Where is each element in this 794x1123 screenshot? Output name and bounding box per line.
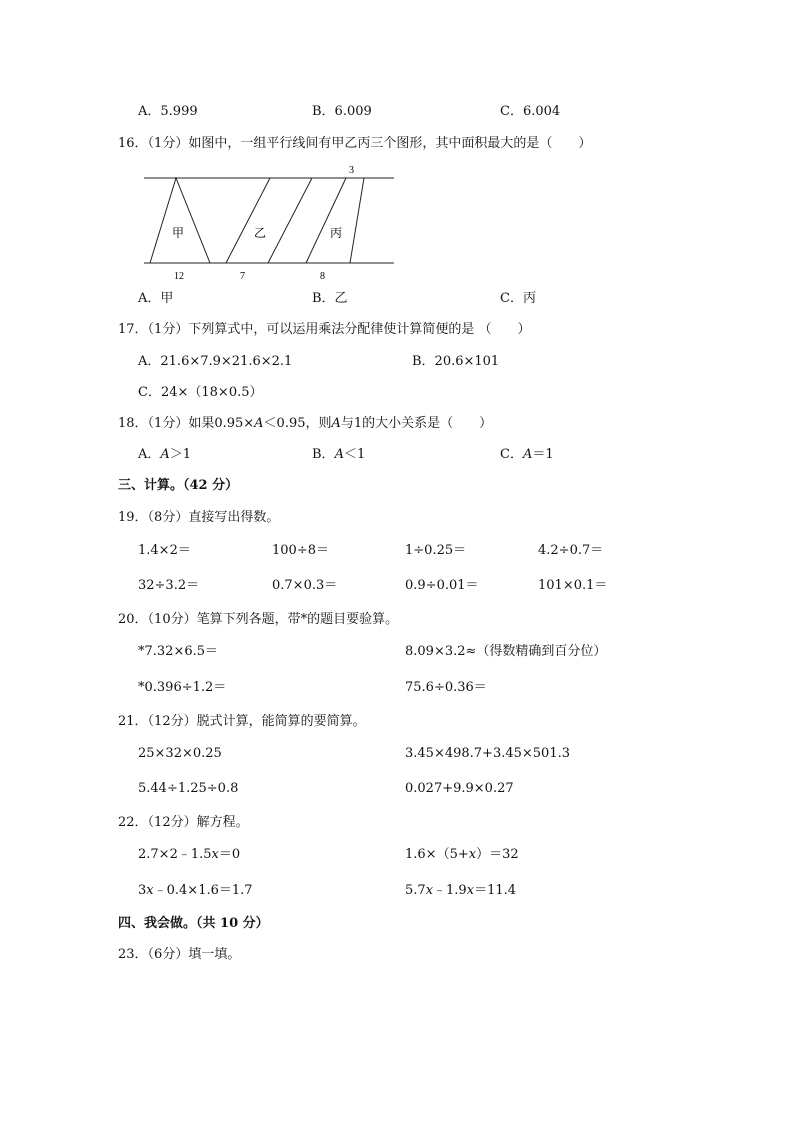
q17-option-c: C．24×（18×0.5） — [138, 385, 263, 400]
q23-stem: 23．（6分）填一填。 — [118, 947, 241, 962]
q16-stem: 16．（1分）如图中，一组平行线间有甲乙丙三个图形，其中面积最大的是（ ） — [118, 136, 592, 151]
q20-item: *0.396÷1.2＝ — [138, 680, 227, 695]
q19-item: 1.4×2＝ — [138, 543, 191, 558]
q16-option-a: A．甲 — [138, 291, 174, 306]
q17-option-b: B．20.6×101 — [412, 354, 500, 369]
q19-item: 100÷8＝ — [272, 543, 329, 558]
q15-option-a: A．5.999 — [138, 104, 198, 119]
q19-item: 101×0.1＝ — [538, 578, 608, 593]
q17-option-a: A．21.6×7.9×21.6×2.1 — [138, 354, 293, 369]
q18-stem: 18．（1分）如果0.95×A＜0.95，则A与1的大小关系是（ ） — [118, 416, 493, 431]
shape-jia — [150, 178, 210, 263]
q20-stem: 20．（10分）笔算下列各题，带*的题目要验算。 — [118, 612, 399, 627]
q19-item: 32÷3.2＝ — [138, 578, 200, 593]
fig-bottom-label-7: 7 — [240, 271, 245, 282]
q20-item: 8.09×3.2≈（得数精确到百分位） — [405, 644, 607, 659]
q18-option-c: C．A＝1 — [500, 447, 554, 462]
fig-top-label: 3 — [349, 165, 354, 176]
section-3-heading: 三、计算。（42 分） — [118, 478, 239, 493]
q22-equation: 2.7×2﹣1.5x＝0 — [138, 847, 241, 862]
section-4-heading: 四、我会做。（共 10 分） — [118, 916, 269, 931]
fig-bottom-label-12: 12 — [174, 271, 184, 282]
parallel-lines-figure — [138, 160, 398, 284]
q19-item: 0.9÷0.01＝ — [405, 578, 479, 593]
q20-item: 75.6÷0.36＝ — [405, 680, 487, 695]
fig-label-yi: 乙 — [254, 226, 267, 240]
q18-option-a: A．A＞1 — [138, 447, 192, 462]
q17-stem: 17．（1分）下列算式中，可以运用乘法分配律使计算简便的是 （ ） — [118, 322, 531, 337]
q21-item: 25×32×0.25 — [138, 746, 222, 761]
q21-item: 0.027+9.9×0.27 — [405, 781, 514, 796]
fig-label-bing: 丙 — [330, 226, 343, 240]
q21-stem: 21．（12分）脱式计算，能简算的要简算。 — [118, 714, 366, 729]
q19-stem: 19．（8分）直接写出得数。 — [118, 510, 280, 525]
q22-equation: 3x﹣0.4×1.6＝1.7 — [138, 883, 253, 898]
q19-item: 1÷0.25＝ — [405, 543, 467, 558]
q15-option-c: C．6.004 — [500, 104, 561, 119]
q22-equation: 1.6×（5+x）＝32 — [405, 847, 519, 862]
fig-bottom-label-8: 8 — [320, 271, 325, 282]
q21-item: 3.45×498.7+3.45×501.3 — [405, 746, 571, 761]
q22-stem: 22．（12分）解方程。 — [118, 815, 249, 830]
fig-label-jia: 甲 — [172, 226, 185, 240]
q15-option-b: B．6.009 — [312, 104, 372, 119]
q16-option-c: C．丙 — [500, 291, 536, 306]
q20-item: *7.32×6.5＝ — [138, 644, 219, 659]
q19-item: 0.7×0.3＝ — [272, 578, 338, 593]
q19-item: 4.2÷0.7＝ — [538, 543, 604, 558]
q18-option-b: B．A＜1 — [312, 447, 366, 462]
q16-option-b: B．乙 — [312, 291, 348, 306]
q21-item: 5.44÷1.25÷0.8 — [138, 781, 239, 796]
q22-equation: 5.7x﹣1.9x＝11.4 — [405, 883, 517, 898]
